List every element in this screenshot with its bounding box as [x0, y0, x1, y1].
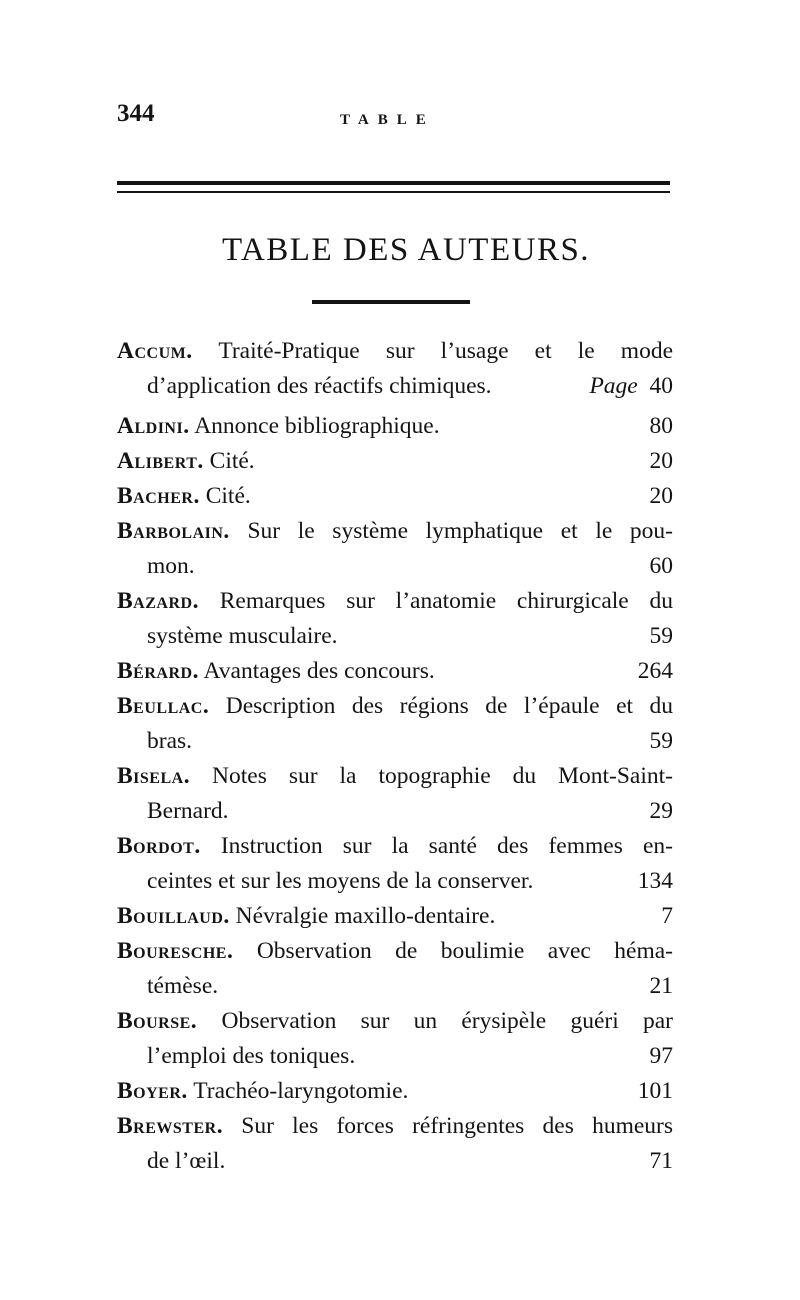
entry-author: Aldini.	[117, 413, 190, 439]
entry-page: 21	[649, 973, 673, 999]
section-title: TABLE DES AUTEURS.	[221, 232, 591, 268]
entry-page: 264	[637, 658, 673, 684]
entry-author: Accum.	[117, 338, 193, 364]
entry-text-line: Trachéo-laryngotomie.	[193, 1078, 409, 1104]
entry-author: Bourse.	[117, 1008, 198, 1034]
entry-text-line: système musculaire.	[147, 623, 338, 649]
entry-page: 59	[649, 623, 673, 649]
entry-text-line: Observation de boulimie avec héma-	[256, 938, 673, 964]
index-entry-beullac	[117, 689, 673, 759]
entry-text-line: Sur le système lymphatique et le pou-	[247, 518, 673, 544]
entry-text-line: Sur les forces réfringentes des humeurs	[241, 1113, 673, 1139]
entry-text-line: Annonce bibliographique.	[194, 413, 440, 439]
entry-author: Bordot.	[117, 833, 201, 859]
entry-text-line: témèse.	[147, 973, 219, 999]
entry-text-line: Bernard.	[147, 798, 229, 824]
index-entry-accum	[117, 334, 673, 404]
index-entry-barbolain	[117, 514, 673, 584]
entry-author: Brewster.	[117, 1113, 224, 1139]
entry-text-line: Avantages des concours.	[203, 658, 435, 684]
entry-page: 40	[649, 373, 673, 399]
entry-text-line: Traité-Pratique sur l’usage et le mode	[218, 338, 673, 364]
entry-author: Bisela.	[117, 763, 191, 789]
entry-text-line: bras.	[147, 728, 193, 754]
entry-author: Bouresche.	[117, 938, 234, 964]
entry-text-line: Observation sur un érysipèle guéri par	[221, 1008, 673, 1034]
entry-text-line: l’emploi des toniques.	[147, 1043, 356, 1069]
index-entry-boyer	[117, 1074, 673, 1109]
entry-text-line: d’application des réactifs chimiques.	[147, 373, 492, 399]
entry-text-line: ceintes et sur les moyens de la conserver.	[147, 868, 534, 894]
entry-page: 60	[649, 553, 673, 579]
entry-text-line: Cité.	[209, 448, 255, 474]
entry-text-line: Description des régions de l’épaule et du	[225, 693, 673, 719]
running-head: TABLE	[340, 112, 435, 128]
entry-page: 20	[649, 448, 673, 474]
entry-author: Bouillaud.	[117, 903, 230, 929]
index-entry-bacher	[117, 479, 673, 514]
index-entry-bourse	[117, 1004, 673, 1074]
index-entry-bouillaud	[117, 899, 673, 934]
entry-text-line: Notes sur la topographie du Mont-Saint-	[212, 763, 673, 789]
entry-author: Barbolain.	[117, 518, 230, 544]
entry-page: 80	[649, 413, 673, 439]
index-entry-bordot	[117, 829, 673, 899]
index-entry-berard	[117, 654, 673, 689]
entry-author: Alibert.	[117, 448, 204, 474]
entry-page: 20	[649, 483, 673, 509]
index-entry-bazard	[117, 584, 673, 654]
entry-page: 134	[637, 868, 673, 894]
entry-author: Bazard.	[117, 588, 199, 614]
entry-page: 97	[649, 1043, 673, 1069]
header-rule-thin	[117, 191, 670, 193]
entry-page: 59	[649, 728, 673, 754]
entry-page: 29	[649, 798, 673, 824]
entry-author: Boyer.	[117, 1078, 188, 1104]
index-entry-brewster	[117, 1109, 673, 1179]
entry-page-ref	[589, 369, 673, 404]
entry-author: Bérard.	[117, 658, 199, 684]
entry-page: 71	[649, 1148, 673, 1174]
entry-text-line: Névralgie maxillo-dentaire.	[235, 903, 496, 929]
index-entry-bouresche	[117, 934, 673, 1004]
title-rule	[312, 300, 470, 304]
entry-text-line: de l’œil.	[147, 1148, 226, 1174]
entry-text-line: mon.	[147, 553, 195, 579]
entry-text-line: Remarques sur l’anatomie chirurgicale du	[219, 588, 673, 614]
page-label: Page	[589, 373, 638, 399]
header-rule-thick	[117, 181, 670, 185]
entry-page: 7	[661, 903, 673, 929]
entry-page: 101	[637, 1078, 673, 1104]
entry-author: Bacher.	[117, 483, 200, 509]
index-entry-bisela	[117, 759, 673, 829]
page-number: 344	[117, 100, 155, 127]
entry-text-line: Instruction sur la santé des femmes en-	[220, 833, 673, 859]
entry-text-line: Cité.	[205, 483, 251, 509]
entry-author: Beullac.	[117, 693, 210, 719]
index-entry-aldini	[117, 409, 673, 444]
index-entry-alibert	[117, 444, 673, 479]
